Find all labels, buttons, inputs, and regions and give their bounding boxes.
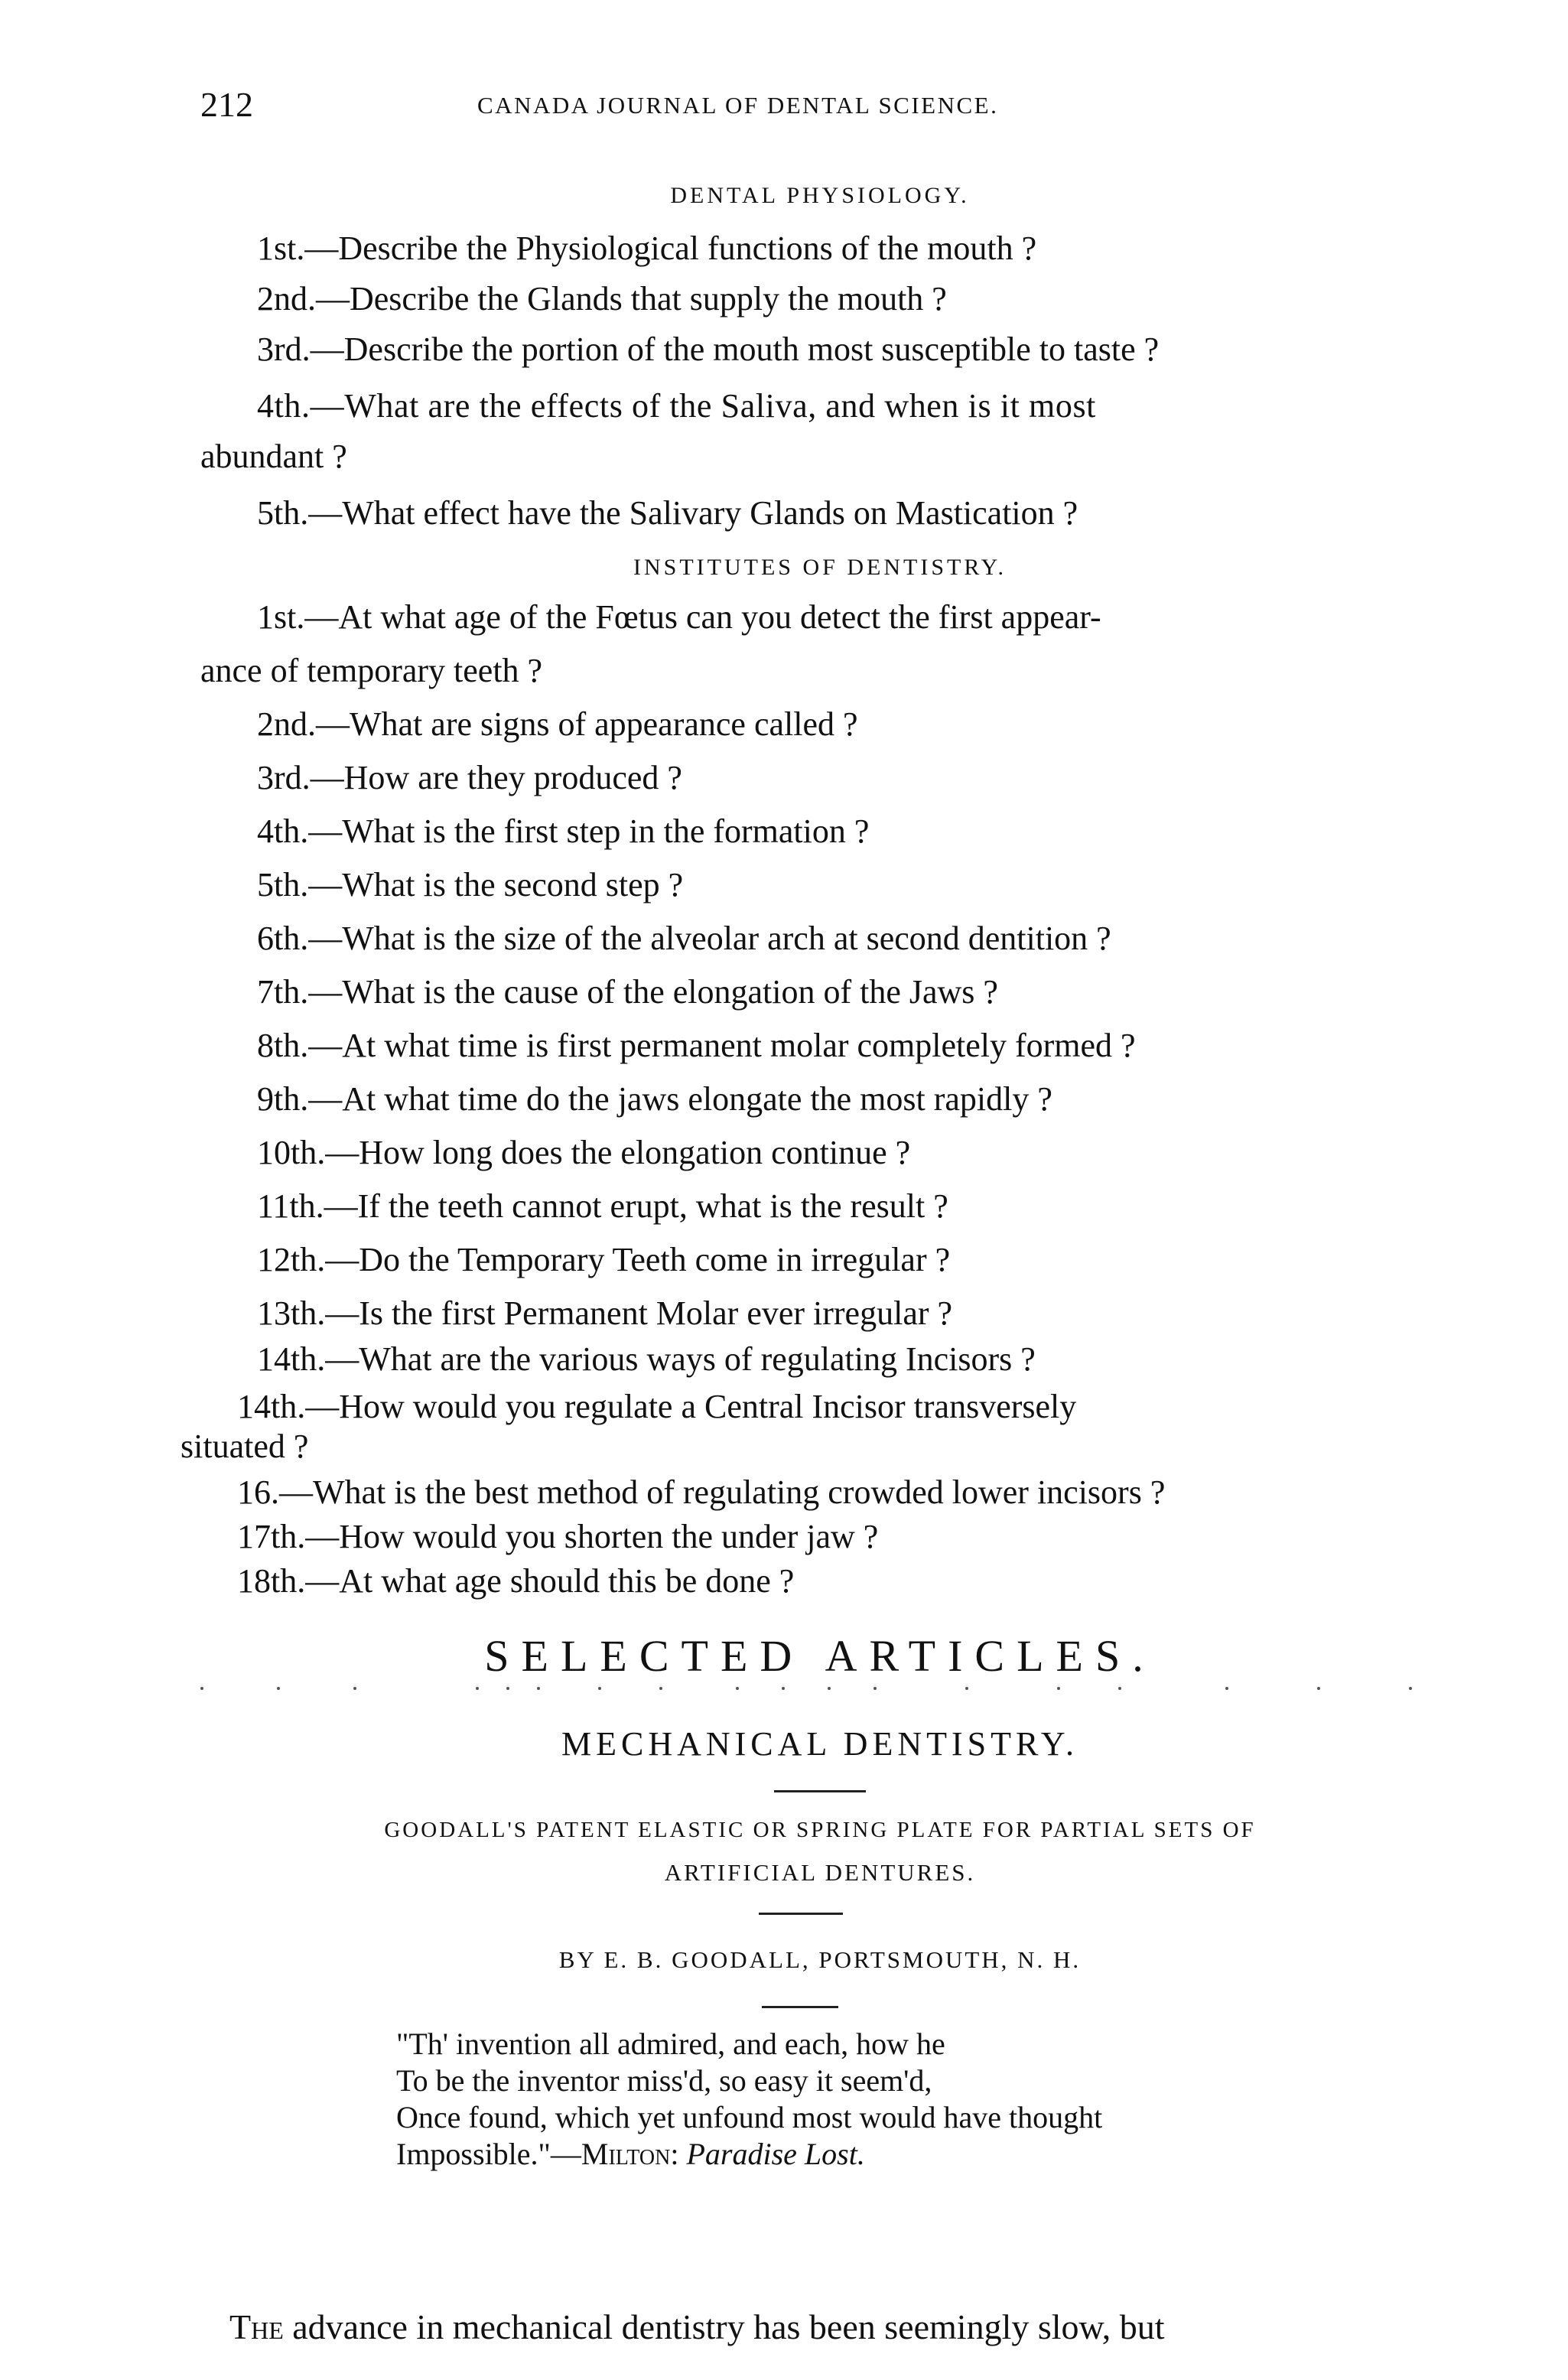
- question-line: 6th.—What is the size of the alveolar arch at second dentition ?: [257, 920, 1111, 957]
- article-subtitle-line2: ARTIFICIAL DENTURES.: [664, 1859, 976, 1886]
- short-rule: [762, 2006, 838, 2008]
- question-line: 5th.—What is the second step ?: [257, 866, 684, 903]
- epigraph-line: "Th' invention all admired, and each, how he: [396, 2027, 945, 2061]
- question-line: 17th.—How would you shorten the under jaw ?: [237, 1518, 879, 1555]
- section-heading-dental-physiology: DENTAL PHYSIOLOGY.: [670, 183, 970, 208]
- section-title-mechanical-dentistry: MECHANICAL DENTISTRY.: [561, 1725, 1079, 1763]
- question-line: 10th.—How long does the elongation continue ?: [257, 1134, 911, 1171]
- question-line: 18th.—At what age should this be done ?: [237, 1562, 795, 1600]
- short-rule: [774, 1790, 866, 1792]
- question-line: situated ?: [181, 1428, 309, 1465]
- epigraph-last-line: Impossible."—: [396, 2137, 581, 2171]
- article-byline: BY E. B. GOODALL, PORTSMOUTH, N. H.: [558, 1946, 1082, 1973]
- question-line: 12th.—Do the Temporary Teeth come in irregular ?: [257, 1241, 951, 1278]
- short-rule: [759, 1913, 843, 1915]
- epigraph-attribution: Impossible."—Milton: Paradise Lost.: [396, 2137, 865, 2171]
- epigraph-line: To be the inventor miss'd, so easy it seem'd,: [396, 2063, 932, 2098]
- question-line: 2nd.—Describe the Glands that supply the mouth ?: [257, 280, 947, 317]
- section-heading-institutes: INSTITUTES OF DENTISTRY.: [633, 555, 1007, 580]
- question-line: 1st.—Describe the Physiological functions of the mouth ?: [257, 230, 1037, 267]
- question-line: 5th.—What effect have the Salivary Glands on Mastication ?: [257, 494, 1078, 532]
- question-line: 11th.—If the teeth cannot erupt, what is the result ?: [257, 1187, 948, 1225]
- question-line: 1st.—At what age of the Fœtus can you detect the first appear-: [257, 598, 1101, 636]
- body-text: advance in mechanical dentistry has been seemingly slow, but: [283, 2307, 1165, 2346]
- question-line: 14th.—How would you regulate a Central Incisor transversely: [237, 1388, 1077, 1425]
- question-line: 4th.—What are the effects of the Saliva, and when is it most: [257, 387, 1097, 425]
- question-line: 7th.—What is the cause of the elongation of the Jaws ?: [257, 973, 998, 1011]
- article-body-first-line: [229, 2303, 1165, 2352]
- question-line: ance of temporary teeth ?: [200, 652, 543, 689]
- question-line: abundant ?: [200, 438, 347, 475]
- question-line: 9th.—At what time do the jaws elongate the most rapidly ?: [257, 1080, 1052, 1118]
- question-line: 4th.—What is the first step in the formation ?: [257, 812, 870, 850]
- page-header: [200, 86, 1440, 124]
- question-line: 14th.—What are the various ways of regulating Incisors ?: [257, 1340, 1036, 1378]
- question-line: 13th.—Is the first Permanent Molar ever irregular ?: [257, 1294, 953, 1332]
- epigraph-author: Milton: [581, 2137, 671, 2171]
- question-line: 3rd.—How are they produced ?: [257, 759, 682, 796]
- question-line: 8th.—At what time is first permanent molar completely formed ?: [257, 1027, 1136, 1064]
- question-line: 2nd.—What are signs of appearance called ?: [257, 705, 858, 743]
- epigraph-line: Once found, which yet unfound most would have thought: [396, 2100, 1103, 2134]
- page-number: 212: [200, 85, 253, 124]
- dotted-divider: [200, 1687, 1440, 1702]
- article-subtitle: GOODALL'S PATENT ELASTIC OR SPRING PLATE FOR PARTIAL SETS OF: [384, 1818, 1256, 1842]
- epigraph-work: Paradise Lost.: [686, 2137, 865, 2171]
- selected-articles-heading: SELECTED ARTICLES.: [484, 1631, 1156, 1681]
- question-line: 16.—What is the best method of regulating crowded lower incisors ?: [237, 1473, 1166, 1511]
- question-line: 3rd.—Describe the portion of the mouth most susceptible to taste ?: [257, 330, 1160, 368]
- running-title: CANADA JOURNAL OF DENTAL SCIENCE.: [477, 92, 999, 119]
- body-lead-word: The: [229, 2307, 284, 2346]
